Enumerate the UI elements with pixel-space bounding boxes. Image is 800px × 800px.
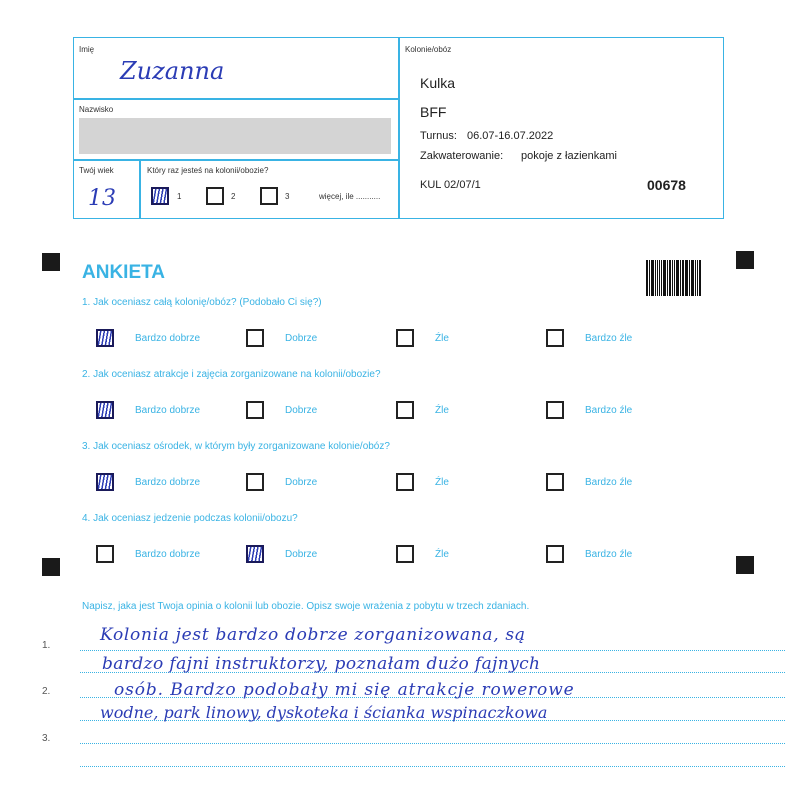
rating-checkbox[interactable] [546, 473, 564, 491]
times-checkbox-2[interactable] [206, 187, 224, 205]
rating-option-label: Źle [435, 549, 449, 560]
accommodation-label: Zakwaterowanie: [420, 150, 504, 162]
writing-line [80, 650, 785, 651]
rating-checkbox[interactable] [246, 401, 264, 419]
header-divider [398, 38, 400, 218]
surname-redacted [79, 118, 391, 154]
writing-line [80, 743, 785, 744]
rating-option-label: Źle [435, 405, 449, 416]
rating-checkbox[interactable] [396, 545, 414, 563]
surname-label: Nazwisko [79, 105, 114, 114]
rating-option-label: Bardzo dobrze [135, 477, 201, 488]
camp-group: BFF [420, 104, 447, 120]
line-number: 3. [42, 733, 51, 744]
camp-number: 00678 [647, 177, 686, 193]
name-divider [74, 98, 398, 100]
rating-checkbox[interactable] [96, 401, 114, 419]
rating-checkbox[interactable] [396, 401, 414, 419]
barcode [646, 260, 702, 296]
question-text: 2. Jak oceniasz atrakcje i zajęcia zorganizowane na kolonii/obozie? [82, 369, 381, 380]
handwritten-line: osób. Bardzo podobały mi się atrakcje rowerowe [114, 680, 575, 700]
turnus-value: 06.07-16.07.2022 [467, 130, 554, 142]
rating-checkbox[interactable] [396, 329, 414, 347]
question-text: 1. Jak oceniasz całą kolonię/obóz? (Podobało Ci się?) [82, 297, 322, 308]
rating-option-label: Źle [435, 333, 449, 344]
registration-marker [42, 253, 60, 271]
line-number: 2. [42, 686, 51, 697]
rating-option-label: Dobrze [285, 333, 318, 344]
times-option-2: 2 [231, 192, 236, 201]
handwritten-line: bardzo fajni instruktorzy, poznałam dużo fajnych [102, 654, 541, 674]
camp-name: Kulka [420, 75, 456, 91]
header-box [73, 37, 724, 219]
rating-option-label: Bardzo źle [585, 549, 633, 560]
survey-title: ANKIETA [82, 262, 166, 283]
rating-option-label: Bardzo dobrze [135, 333, 201, 344]
rating-option-label: Dobrze [285, 477, 318, 488]
question-text: 3. Jak oceniasz ośrodek, w którym były zorganizowane kolonie/obóz? [82, 441, 390, 452]
handwritten-line: wodne, park linowy, dyskoteka i ścianka wspinaczkowa [100, 703, 548, 722]
age-label: Twój wiek [79, 166, 114, 175]
line-number: 1. [42, 640, 51, 651]
camp-code: KUL 02/07/1 [420, 179, 481, 191]
accommodation-value: pokoje z łazienkami [521, 150, 617, 162]
name-label: Imię [79, 45, 95, 54]
rating-option-label: Bardzo dobrze [135, 549, 201, 560]
age-value: 13 [88, 186, 116, 211]
writing-line [80, 766, 785, 767]
times-option-3: 3 [285, 192, 290, 201]
rating-option-label: Dobrze [285, 405, 318, 416]
handwritten-line: Kolonia jest bardzo dobrze zorganizowana, są [100, 625, 526, 645]
rating-checkbox[interactable] [96, 545, 114, 563]
surname-divider [74, 159, 398, 161]
times-label: Który raz jesteś na kolonii/obozie? [147, 166, 269, 175]
camp-label: Kolonie/obóz [405, 45, 452, 54]
rating-checkbox[interactable] [246, 329, 264, 347]
rating-checkbox[interactable] [546, 545, 564, 563]
question-text: 4. Jak oceniasz jedzenie podczas kolonii/obozu? [82, 513, 298, 524]
rating-checkbox[interactable] [546, 401, 564, 419]
rating-option-label: Dobrze [285, 549, 318, 560]
rating-option-label: Bardzo źle [585, 477, 633, 488]
times-option-1: 1 [177, 192, 182, 201]
rating-option-label: Bardzo dobrze [135, 405, 201, 416]
opinion-prompt: Napisz, jaka jest Twoja opinia o kolonii lub obozie. Opisz swoje wrażenia z pobytu w trzech zdaniach. [82, 601, 530, 612]
rating-option-label: Bardzo źle [585, 405, 633, 416]
rating-option-label: Źle [435, 477, 449, 488]
rating-option-label: Bardzo źle [585, 333, 633, 344]
age-divider [139, 159, 141, 218]
rating-checkbox[interactable] [96, 329, 114, 347]
rating-checkbox[interactable] [396, 473, 414, 491]
rating-checkbox[interactable] [546, 329, 564, 347]
name-value: Zuzanna [120, 57, 225, 85]
times-checkbox-1[interactable] [151, 187, 169, 205]
registration-marker [42, 558, 60, 576]
rating-checkbox[interactable] [246, 473, 264, 491]
turnus-label: Turnus: [420, 130, 457, 142]
rating-checkbox[interactable] [96, 473, 114, 491]
rating-checkbox[interactable] [246, 545, 264, 563]
registration-marker [736, 251, 754, 269]
times-checkbox-3[interactable] [260, 187, 278, 205]
registration-marker [736, 556, 754, 574]
times-more: więcej, ile ........... [319, 192, 381, 201]
